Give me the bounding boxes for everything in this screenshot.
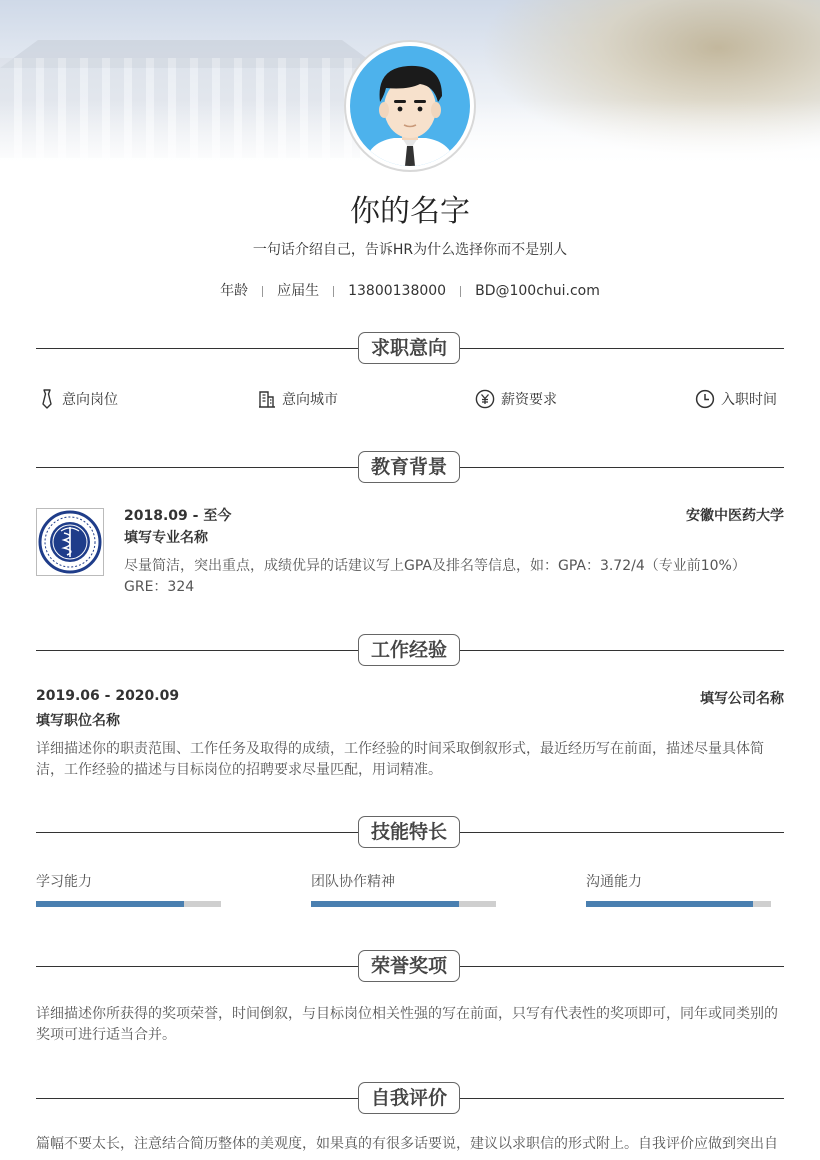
section-title: 荣誉奖项 (358, 950, 460, 982)
yen-icon (475, 389, 495, 409)
contact-phone[interactable]: 13800138000 (348, 283, 447, 299)
section-work (36, 634, 784, 668)
avatar-icon (350, 46, 470, 166)
school-name: 安徽中医药大学 (686, 508, 784, 524)
section-title: 求职意向 (358, 332, 460, 364)
skill-bar (586, 901, 771, 907)
tagline: 一句话介绍自己，告诉HR为什么选择你而不是别人 (252, 242, 568, 258)
skill-bar-fill (311, 901, 459, 907)
intent-city (258, 388, 338, 410)
work-period: 2019.06 - 2020.09 (36, 688, 180, 704)
section-title: 教育背景 (358, 451, 460, 483)
section-title: 工作经验 (358, 634, 460, 666)
building-icon (258, 390, 276, 408)
skill-bar-fill (36, 901, 184, 907)
skill-bar (311, 901, 496, 907)
intent-label: 意向岗位 (62, 392, 118, 408)
section-skills (36, 816, 784, 850)
major-name: 填写专业名称 (124, 530, 208, 546)
education-description: 尽量简洁，突出重点，成绩优异的话建议写上GPA及排名等信息，如：GPA：3.72/4（专业前10%） GRE：324 (124, 558, 746, 595)
skill-label: 学习能力 (36, 874, 92, 890)
skill-label: 团队协作精神 (311, 874, 395, 890)
section-intent (36, 332, 784, 366)
contact-bar (0, 280, 820, 300)
self-description: 篇幅不要太长，注意结合简历整体的美观度，如果真的有很多话要说，建议以求职信的形式附上。自我评价应做到突出自 (36, 1136, 778, 1152)
education-period: 2018.09 - 至今 (124, 508, 232, 524)
intent-label: 意向城市 (282, 392, 338, 408)
tie-icon (38, 389, 56, 409)
school-seal-icon (37, 509, 103, 575)
section-title: 自我评价 (358, 1082, 460, 1114)
contact-email[interactable]: BD@100chui.com (475, 283, 600, 299)
intent-label: 薪资要求 (501, 392, 557, 408)
intent-salary (475, 388, 557, 410)
section-honors (36, 950, 784, 984)
work-description: 详细描述你的职责范围、工作任务及取得的成绩，工作经验的时间采取倒叙形式，最近经历写在前面，描述尽量具体简洁，工作经验的描述与目标岗位的招聘要求尽量匹配，用词精准。 (36, 741, 764, 778)
honors-description: 详细描述你所获得的奖项荣誉，时间倒叙，与目标岗位相关性强的写在前面，只写有代表性的奖项即可，同年或同类别的奖项可进行适当合并。 (36, 1006, 778, 1043)
intent-start (695, 388, 777, 410)
position-name: 填写职位名称 (36, 713, 120, 729)
candidate-name: 你的名字 (350, 194, 470, 229)
section-education (36, 451, 784, 485)
intent-label: 入职时间 (721, 392, 777, 408)
skill-label: 沟通能力 (586, 874, 642, 890)
skill-bar-fill (586, 901, 753, 907)
clock-icon (695, 389, 715, 409)
contact-status: 应届生 (277, 283, 320, 299)
intent-position (38, 388, 118, 410)
section-title: 技能特长 (358, 816, 460, 848)
school-logo (36, 508, 104, 576)
section-self (36, 1082, 784, 1116)
company-name: 填写公司名称 (700, 691, 784, 707)
skill-bar (36, 901, 221, 907)
contact-age: 年龄 (220, 283, 249, 299)
avatar[interactable] (346, 42, 474, 170)
